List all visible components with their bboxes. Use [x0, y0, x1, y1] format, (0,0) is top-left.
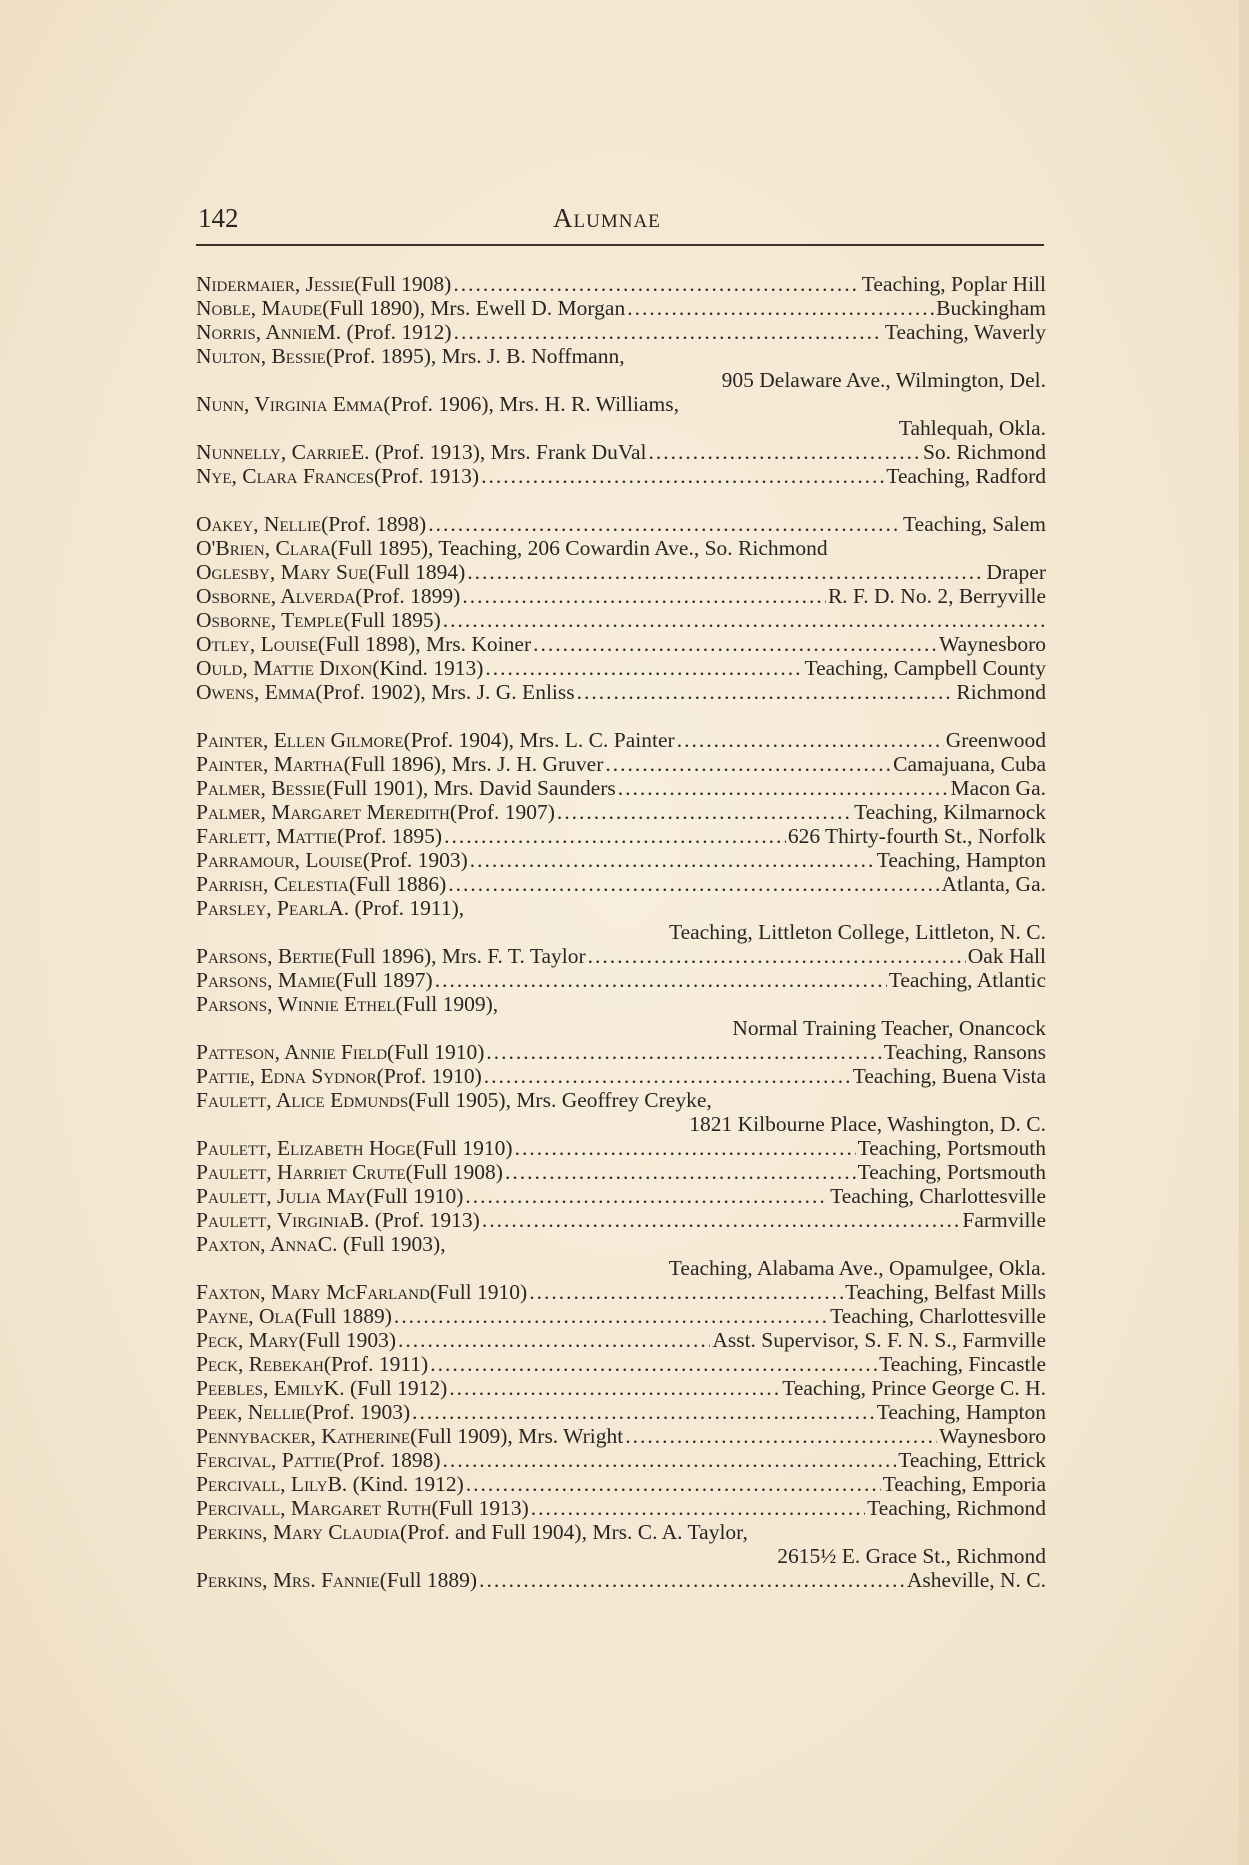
entry-location: Teaching, Belfast Mills [845, 1280, 1046, 1304]
alumna-name: Painter, Ellen Gilmore [196, 728, 404, 752]
dot-leader [479, 1568, 905, 1592]
entry-details: (Full 1908) [353, 272, 452, 296]
alumna-entry [196, 1520, 1046, 1568]
alumna-entry [196, 944, 1046, 968]
entry-location: Teaching, Campbell County [804, 656, 1046, 680]
entry-line [196, 848, 1046, 872]
entry-location: Teaching, Kilmarnock [854, 800, 1046, 824]
entry-line [196, 1304, 1046, 1328]
alumna-name: Peek, Nellie [196, 1400, 306, 1424]
alumna-entry [196, 680, 1046, 704]
entry-line [196, 1064, 1046, 1088]
alumna-entry [196, 872, 1046, 896]
alumna-entry [196, 1064, 1046, 1088]
alumna-entry [196, 1208, 1046, 1232]
entry-line [196, 1280, 1046, 1304]
page-header [198, 203, 1044, 239]
alumna-name: Percivall, Margaret Ruth [196, 1496, 432, 1520]
entry-continuation: Teaching, Alabama Ave., Opamulgee, Okla. [668, 1256, 1046, 1280]
alumna-name: Payne, Ola [196, 1304, 295, 1328]
alumna-name: Parrish, Celestia [196, 872, 349, 896]
entry-line [196, 296, 1046, 320]
entry-location: 626 Thirty-fourth St., Norfolk [787, 824, 1046, 848]
alumna-entry [196, 1496, 1046, 1520]
entry-location: Waynesboro [939, 1424, 1046, 1448]
dot-leader [428, 512, 901, 536]
dot-leader [486, 1040, 882, 1064]
entry-line [196, 944, 1046, 968]
dot-leader [649, 440, 921, 464]
entry-location: Teaching, Prince George C. H. [782, 1376, 1046, 1400]
entry-location: Atlanta, Ga. [941, 872, 1046, 896]
entry-details: (Prof. 1899) [355, 584, 461, 608]
running-head: Alumnae [553, 203, 661, 233]
entry-details: (Prof. 1902), Mrs. J. G. Enliss [315, 680, 575, 704]
dot-leader [588, 944, 966, 968]
entry-location: Teaching, Ettrick [898, 1448, 1046, 1472]
alumna-entry [196, 800, 1046, 824]
alumna-entry [196, 1328, 1046, 1352]
alumna-entry [196, 728, 1046, 752]
alumna-entry [196, 1376, 1046, 1400]
dot-leader [443, 608, 1044, 632]
entry-line [196, 440, 1046, 464]
entry-location: Teaching, Portsmouth [857, 1160, 1046, 1184]
dot-leader [448, 872, 939, 896]
alumna-name: Palmer, Bessie [196, 776, 326, 800]
alumna-entry [196, 512, 1046, 536]
alumna-entry [196, 608, 1046, 632]
entry-line [196, 392, 1046, 416]
alumna-name: Osborne, Alverda [196, 584, 356, 608]
entry-location: Teaching, Hampton [876, 1400, 1046, 1424]
entry-line [196, 1472, 1046, 1496]
entry-line [196, 752, 1046, 776]
alumna-entry [196, 1160, 1046, 1184]
alumna-name: Fercival, Pattie [196, 1448, 336, 1472]
dot-leader [443, 1448, 897, 1472]
entry-details: (Prof. 1906), Mrs. H. R. Williams, [383, 392, 679, 416]
dot-leader [529, 1280, 843, 1304]
alumna-name: Palmer, Margaret Meredith [196, 800, 450, 824]
alumna-name: Paxton, Anna [196, 1232, 318, 1256]
alumna-entry [196, 776, 1046, 800]
alumna-name: Perkins, Mary Claudia [196, 1520, 401, 1544]
alumna-entry [196, 1304, 1046, 1328]
header-rule [196, 244, 1044, 246]
entry-details: (Full 1895) [343, 608, 441, 632]
dot-leader [484, 1064, 851, 1088]
entry-details: (Full 1908) [405, 1160, 503, 1184]
alumna-entry [196, 1136, 1046, 1160]
alumna-entry [196, 752, 1046, 776]
entry-details: (Full 1909), [395, 992, 499, 1016]
entry-continuation: Normal Training Teacher, Onancock [732, 1016, 1046, 1040]
entry-line [196, 1328, 1046, 1352]
entry-line [196, 800, 1046, 824]
entry-location: So. Richmond [922, 440, 1046, 464]
alumna-entry [196, 392, 1046, 440]
alumna-name: Ould, Mattie Dixon [196, 656, 373, 680]
entry-location: Camajuana, Cuba [893, 752, 1046, 776]
alumna-entry [196, 656, 1046, 680]
dot-leader [577, 680, 955, 704]
alumna-name: Faulett, Alice Edmunds [196, 1088, 409, 1112]
entry-line [196, 872, 1046, 896]
entry-location: Waynesboro [939, 632, 1046, 656]
alumna-entry [196, 1088, 1046, 1136]
alumna-entry [196, 1400, 1046, 1424]
dot-leader [465, 1184, 828, 1208]
entry-details: (Full 1913) [431, 1496, 529, 1520]
dot-leader [618, 776, 949, 800]
entry-details: M. (Prof. 1912) [316, 320, 452, 344]
section-gap [196, 704, 1046, 728]
dot-leader [627, 296, 934, 320]
entry-line [196, 1040, 1046, 1064]
entry-continuation: Teaching, Littleton College, Littleton, N. C. [668, 920, 1046, 944]
alumna-name: Nulton, Bessie [196, 344, 326, 368]
alumna-name: Paulett, Harriet Crute [196, 1160, 406, 1184]
dot-leader [557, 800, 852, 824]
entry-details: (Prof. 1904), Mrs. L. C. Painter [403, 728, 675, 752]
alumna-entry [196, 536, 1046, 560]
alumna-name: Pennybacker, Katherine [196, 1424, 411, 1448]
entry-details: (Full 1895), Teaching, 206 Cowardin Ave., So. Richmond [330, 536, 828, 560]
alumna-name: Peck, Mary [196, 1328, 299, 1352]
entry-details: (Prof. 1910) [376, 1064, 482, 1088]
entry-details: (Prof. 1907) [449, 800, 555, 824]
alumna-name: Peck, Rebekah [196, 1352, 324, 1376]
entry-details: (Full 1889) [379, 1568, 478, 1592]
entry-details: B. (Prof. 1913) [349, 1208, 480, 1232]
entry-line [196, 824, 1046, 848]
alumna-entry [196, 296, 1046, 320]
dot-leader [505, 1160, 856, 1184]
entry-line [196, 512, 1046, 536]
entry-details: (Full 1896), Mrs. F. T. Taylor [333, 944, 586, 968]
alumna-name: Parsons, Bertie [196, 944, 334, 968]
alumna-name: Oglesby, Mary Sue [196, 560, 368, 584]
alumna-name: Parsons, Winnie Ethel [196, 992, 396, 1016]
alumna-name: Otley, Louise [196, 632, 318, 656]
entry-location: Buckingham [936, 296, 1046, 320]
entry-location: Asst. Supervisor, S. F. N. S., Farmville [712, 1328, 1046, 1352]
dot-leader [605, 752, 891, 776]
dot-leader [398, 1328, 710, 1352]
dot-leader [394, 1304, 828, 1328]
entry-line [196, 1136, 1046, 1160]
entry-location: Teaching, Salem [903, 512, 1046, 536]
entry-line [196, 1352, 1046, 1376]
entry-location: Teaching, Atlantic [888, 968, 1046, 992]
alumna-entry [196, 1352, 1046, 1376]
alumna-entry [196, 1232, 1046, 1280]
alumna-name: Paulett, Julia May [196, 1184, 366, 1208]
entry-details: (Full 1898), Mrs. Koiner [317, 632, 532, 656]
dot-leader [481, 464, 884, 488]
alumna-entry [196, 896, 1046, 944]
entry-details: (Prof. 1903) [362, 848, 468, 872]
entry-location: Teaching, Richmond [867, 1496, 1046, 1520]
alumna-name: Nye, Clara Frances [196, 464, 374, 488]
alumna-name: Parramour, Louise [196, 848, 363, 872]
entry-line [196, 1184, 1046, 1208]
entry-details: (Prof. and Full 1904), Mrs. C. A. Taylor, [400, 1520, 748, 1544]
alumna-name: Norris, Annie [196, 320, 317, 344]
alumna-name: Perkins, Mrs. Fannie [196, 1568, 380, 1592]
entry-details: K. (Full 1912) [323, 1376, 448, 1400]
page-number: 142 [198, 203, 239, 233]
entry-line [196, 320, 1046, 344]
dot-leader [454, 320, 883, 344]
alumna-name: Patteson, Annie Field [196, 1040, 388, 1064]
alumna-name: Noble, Maude [196, 296, 323, 320]
alumna-name: Faxton, Mary McFarland [196, 1280, 430, 1304]
entry-details: (Full 1897) [335, 968, 433, 992]
entry-location: Teaching, Portsmouth [857, 1136, 1046, 1160]
dot-leader [449, 1376, 780, 1400]
entry-details: (Full 1910) [387, 1040, 485, 1064]
entry-line [196, 1400, 1046, 1424]
dot-leader [485, 656, 802, 680]
entry-location: Teaching, Emporia [882, 1472, 1046, 1496]
entry-location: R. F. D. No. 2, Berryville [827, 584, 1046, 608]
alumna-entry [196, 1448, 1046, 1472]
alumna-entry [196, 1280, 1046, 1304]
entry-line [196, 632, 1046, 656]
alumna-entry [196, 584, 1046, 608]
entry-line [196, 896, 1046, 920]
alumna-entry [196, 848, 1046, 872]
alumna-entry [196, 272, 1046, 296]
entry-line [196, 1088, 1046, 1112]
entry-line [196, 728, 1046, 752]
entry-location: Richmond [956, 680, 1046, 704]
entry-location: Teaching, Charlottesville [830, 1184, 1046, 1208]
entry-location: Greenwood [945, 728, 1046, 752]
alumna-name: Parsley, Pearl [196, 896, 329, 920]
entry-line [196, 1448, 1046, 1472]
entry-line [196, 1520, 1046, 1544]
dot-leader [466, 1472, 881, 1496]
alumna-entry [196, 992, 1046, 1040]
entry-line [196, 272, 1046, 296]
dot-leader [482, 1208, 961, 1232]
entry-line [196, 992, 1046, 1016]
entry-details: (Full 1910) [415, 1136, 513, 1160]
alumna-name: Parsons, Mamie [196, 968, 336, 992]
entry-details: E. (Prof. 1913), Mrs. Frank DuVal [350, 440, 647, 464]
dot-leader [515, 1136, 856, 1160]
alumna-name: Farlett, Mattie [196, 824, 337, 848]
alumna-entry [196, 560, 1046, 584]
alumna-name: Osborne, Temple [196, 608, 344, 632]
entry-details: (Full 1901), Mrs. David Saunders [325, 776, 616, 800]
entry-line [196, 1160, 1046, 1184]
entry-location: Draper [986, 560, 1046, 584]
page-edge [1239, 0, 1249, 1865]
entry-details: (Full 1896), Mrs. J. H. Gruver [343, 752, 604, 776]
entry-line [196, 1232, 1046, 1256]
entry-details: (Kind. 1913) [372, 656, 484, 680]
alumna-name: Painter, Martha [196, 752, 344, 776]
entry-details: (Prof. 1895), Mrs. J. B. Noffmann, [325, 344, 625, 368]
entry-line [196, 656, 1046, 680]
entry-location: Teaching, Waverly [884, 320, 1046, 344]
entry-details: (Full 1890), Mrs. Ewell D. Morgan [322, 296, 626, 320]
alumna-entry [196, 1568, 1046, 1592]
dot-leader [533, 632, 937, 656]
alumna-name: Owens, Emma [196, 680, 316, 704]
entry-continuation: 1821 Kilbourne Place, Washington, D. C. [689, 1112, 1046, 1136]
alumna-entry [196, 344, 1046, 392]
alumna-name: Oakey, Nellie [196, 512, 322, 536]
alumna-name: Nunn, Virginia Emma [196, 392, 384, 416]
entry-details: A. (Prof. 1911), [328, 896, 465, 920]
alumna-name: Peebles, Emily [196, 1376, 324, 1400]
alumna-name: Nidermaier, Jessie [196, 272, 354, 296]
dot-leader [412, 1400, 875, 1424]
entry-location: Teaching, Hampton [876, 848, 1046, 872]
alumna-name: Percivall, Lily [196, 1472, 328, 1496]
entry-details: (Prof. 1913) [373, 464, 480, 488]
entry-continuation: 2615½ E. Grace St., Richmond [777, 1544, 1046, 1568]
alumna-entry [196, 1472, 1046, 1496]
entry-line [196, 680, 1046, 704]
entry-details: (Prof. 1898) [335, 1448, 441, 1472]
dot-leader [467, 560, 984, 584]
entry-details: (Full 1886) [348, 872, 447, 896]
alumna-entry [196, 1184, 1046, 1208]
entry-details: (Full 1889) [294, 1304, 392, 1328]
entry-line [196, 608, 1046, 632]
dot-leader [430, 1352, 877, 1376]
dot-leader [470, 848, 875, 872]
entry-details: (Prof. 1911) [323, 1352, 429, 1376]
entry-location: Teaching, Fincastle [879, 1352, 1046, 1376]
entry-line [196, 1424, 1046, 1448]
entry-details: (Full 1910) [366, 1184, 464, 1208]
entry-line [196, 1208, 1046, 1232]
entry-details: (Full 1905), Mrs. Geoffrey Creyke, [408, 1088, 712, 1112]
dot-leader [625, 1424, 937, 1448]
entry-line [196, 1376, 1046, 1400]
entry-line [196, 464, 1046, 488]
alumna-entry [196, 1040, 1046, 1064]
alumna-entry [196, 824, 1046, 848]
entry-line [196, 560, 1046, 584]
section-gap [196, 488, 1046, 512]
entry-line [196, 536, 1046, 560]
dot-leader [462, 584, 826, 608]
alumna-name: Paulett, Virginia [196, 1208, 350, 1232]
entry-location: Oak Hall [967, 944, 1046, 968]
dot-leader [531, 1496, 865, 1520]
entry-line [196, 584, 1046, 608]
entry-details: (Prof. 1903) [305, 1400, 411, 1424]
entry-location: Macon Ga. [950, 776, 1046, 800]
entry-details: (Full 1903) [298, 1328, 397, 1352]
alumna-name: O'Brien, Clara [196, 536, 331, 560]
entry-continuation: 905 Delaware Ave., Wilmington, Del. [721, 368, 1046, 392]
alumna-entry [196, 464, 1046, 488]
entry-line [196, 1568, 1046, 1592]
dot-leader [453, 272, 859, 296]
alumna-entry [196, 968, 1046, 992]
entry-line [196, 968, 1046, 992]
alumna-entry [196, 632, 1046, 656]
alumna-entry [196, 440, 1046, 464]
entry-location: Teaching, Charlottesville [830, 1304, 1046, 1328]
entry-details: B. (Kind. 1912) [327, 1472, 464, 1496]
entry-details: C. (Full 1903), [317, 1232, 446, 1256]
alumna-name: Paulett, Elizabeth Hoge [196, 1136, 416, 1160]
entry-location: Farmville [962, 1208, 1046, 1232]
alumna-entry [196, 1424, 1046, 1448]
entry-continuation: Tahlequah, Okla. [898, 416, 1046, 440]
alumnae-list [196, 272, 1046, 1592]
dot-leader [444, 824, 786, 848]
entry-line [196, 1496, 1046, 1520]
alumna-name: Nunnelly, Carrie [196, 440, 351, 464]
entry-line [196, 344, 1046, 368]
entry-line [196, 776, 1046, 800]
entry-location: Teaching, Poplar Hill [861, 272, 1046, 296]
entry-details: (Full 1894) [367, 560, 466, 584]
entry-details: (Prof. 1895) [336, 824, 443, 848]
entry-details: (Full 1910) [429, 1280, 528, 1304]
entry-location: Teaching, Ransons [883, 1040, 1046, 1064]
dot-leader [677, 728, 944, 752]
entry-details: (Full 1909), Mrs. Wright [410, 1424, 624, 1448]
entry-location: Asheville, N. C. [906, 1568, 1046, 1592]
dot-leader [435, 968, 887, 992]
alumna-entry [196, 320, 1046, 344]
entry-details: (Prof. 1898) [321, 512, 427, 536]
entry-location: Teaching, Radford [886, 464, 1046, 488]
alumna-name: Pattie, Edna Sydnor [196, 1064, 377, 1088]
entry-location: Teaching, Buena Vista [852, 1064, 1046, 1088]
